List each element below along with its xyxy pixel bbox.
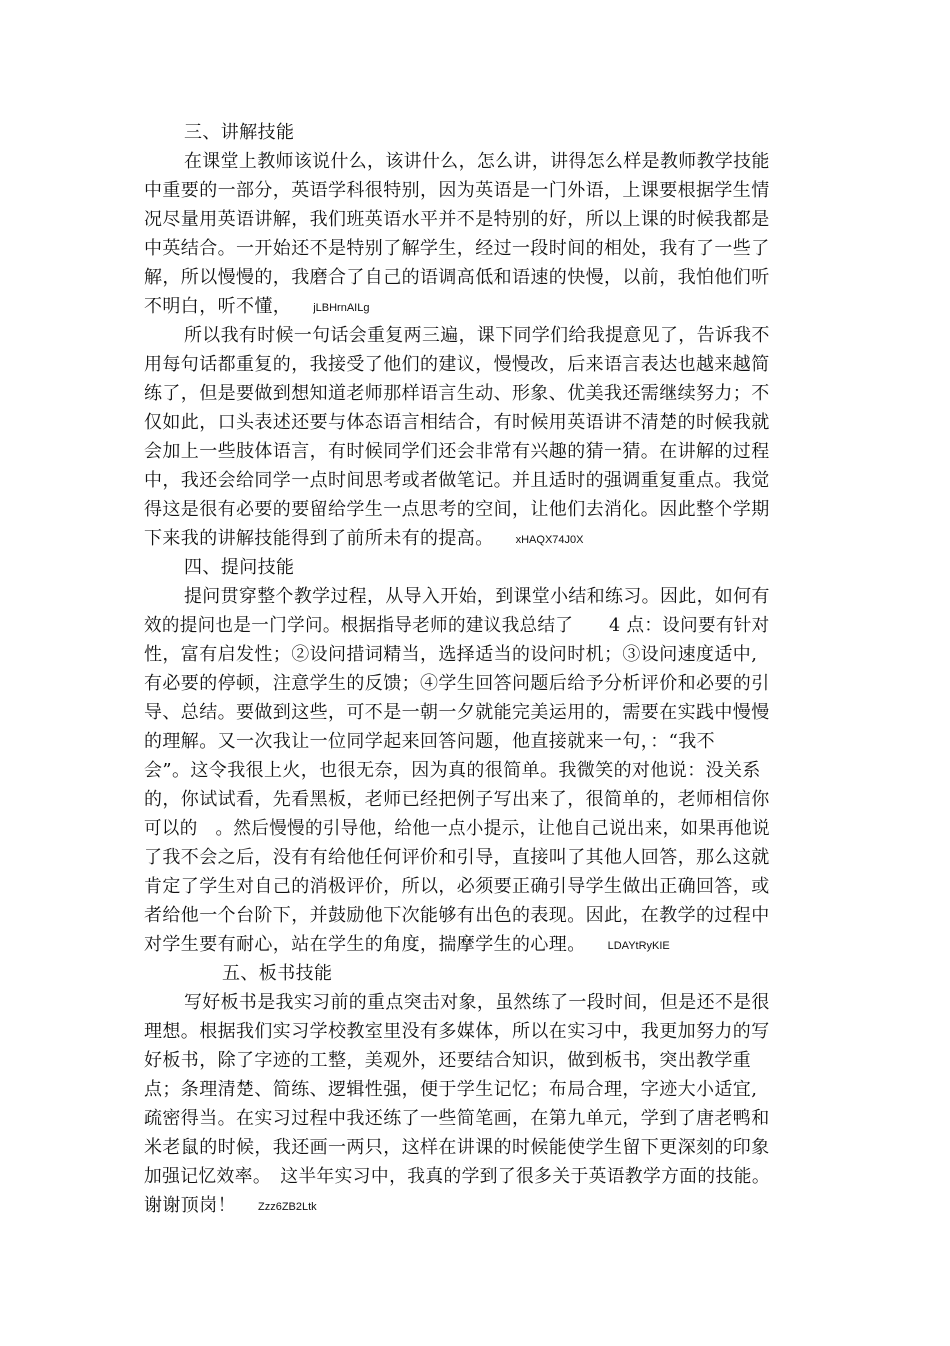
code-marker: Zzz6ZB2Ltk <box>258 1201 317 1213</box>
paragraph-line: 加强记忆效率。 这半年实习中，我真的学到了很多关于英语教学方面的技能。 <box>144 1166 770 1187</box>
paragraph-line: 的理解。又一次我让一位同学起来回答问题，他直接就来一句，：“我不 <box>144 731 715 752</box>
paragraph-line: 者给他一个台阶下，并鼓励他下次能够有出色的表现。因此，在教学的过程中 <box>144 905 770 926</box>
code-marker: xHAQX74J0X <box>515 534 584 546</box>
paragraph-line: 性，富有启发性；②设问措词精当，选择适当的设问时机；③设问速度适中, <box>144 644 758 665</box>
paragraph-text: 不明白，听不懂， <box>144 296 292 317</box>
section-heading-questioning: 四、提问技能 <box>184 557 295 578</box>
paragraph-line: 肯定了学生对自己的消极评价，所以，必须要正确引导学生做出正确回答，或 <box>144 876 770 897</box>
paragraph-line: 理想。根据我们实习学校教室里没有多媒体，所以在实习中，我更加努力的写 <box>144 1021 770 1042</box>
code-marker: LDAYtRyKIE <box>607 940 670 952</box>
paragraph-line: 用每句话都重复的，我接受了他们的建议，慢慢改，后来语言表达也越来越简 <box>144 354 770 375</box>
paragraph-line: 效的提问也是一门学问。根据指导老师的建议我总结了 4 点：设问要有针对 <box>144 615 770 636</box>
paragraph-line: 米老鼠的时候，我还画一两只，这样在讲课的时候能使学生留下更深刻的印象 <box>144 1137 770 1158</box>
paragraph-line: 疏密得当。在实习过程中我还练了一些简笔画，在第九单元，学到了唐老鸭和 <box>144 1108 770 1129</box>
paragraph-text: 下来我的讲解技能得到了前所未有的提高。 <box>144 528 494 549</box>
paragraph-line: 在课堂上教师该说什么，该讲什么，怎么讲，讲得怎么样是教师教学技能 <box>184 151 770 172</box>
paragraph-line: 得这是很有必要的要留给学生一点思考的空间，让他们去消化。因此整个学期 <box>144 499 770 520</box>
paragraph-line <box>144 292 369 321</box>
paragraph-line: 中英结合。一开始还不是特别了解学生，经过一段时间的相处，我有了一些了 <box>144 238 770 259</box>
paragraph-line: 解，所以慢慢的，我磨合了自己的语调高低和语速的快慢，以前，我怕他们听 <box>144 267 770 288</box>
section-heading-explaining: 三、讲解技能 <box>184 122 295 143</box>
paragraph-line: 的，你试试看，先看黑板，老师已经把例子写出来了，很简单的，老师相信你 <box>144 789 770 810</box>
paragraph-line: 练了，但是要做到想知道老师那样语言生动、形象、优美我还需继续努力；不 <box>144 383 770 404</box>
paragraph-line: 可以的 。然后慢慢的引导他，给他一点小提示，让他自己说出来，如果再他说 <box>144 818 770 839</box>
section-heading-blackboard: 五、板书技能 <box>222 963 333 984</box>
paragraph-line <box>144 1191 317 1220</box>
paragraph-line: 况尽量用英语讲解，我们班英语水平并不是特别的好，所以上课的时候我都是 <box>144 209 770 230</box>
paragraph-text: 对学生要有耐心，站在学生的角度，揣摩学生的心理。 <box>144 934 586 955</box>
paragraph-line: 导、总结。要做到这些，可不是一朝一夕就能完美运用的，需要在实践中慢慢 <box>144 702 770 723</box>
paragraph-line: 点；条理清楚、简练、逻辑性强，便于学生记忆；布局合理，字迹大小适宜, <box>144 1079 758 1100</box>
paragraph-text: 谢谢顶岗！ <box>144 1195 236 1216</box>
paragraph-line: 所以我有时候一句话会重复两三遍，课下同学们给我提意见了，告诉我不 <box>184 325 770 346</box>
paragraph-line: 提问贯穿整个教学过程，从导入开始，到课堂小结和练习。因此，如何有 <box>184 586 770 607</box>
paragraph-line <box>144 930 670 959</box>
code-marker: jLBHrnAILg <box>313 302 370 314</box>
paragraph-line <box>144 524 583 553</box>
paragraph-line: 有必要的停顿，注意学生的反馈；④学生回答问题后给予分析评价和必要的引 <box>144 673 770 694</box>
paragraph-line: 好板书，除了字迹的工整，美观外，还要结合知识，做到板书，突出教学重 <box>144 1050 752 1071</box>
paragraph-line: 中，我还会给同学一点时间思考或者做笔记。并且适时的强调重复重点。我觉 <box>144 470 770 491</box>
paragraph-line: 会”。这令我很上火，也很无奈，因为真的很简单。我微笑的对他说：没关系 <box>144 760 761 781</box>
paragraph-line: 写好板书是我实习前的重点突击对象，虽然练了一段时间，但是还不是很 <box>184 992 770 1013</box>
paragraph-line: 仅如此，口头表述还要与体态语言相结合，有时候用英语讲不清楚的时候我就 <box>144 412 770 433</box>
paragraph-line: 会加上一些肢体语言，有时候同学们还会非常有兴趣的猜一猜。在讲解的过程 <box>144 441 770 462</box>
paragraph-line: 中重要的一部分，英语学科很特别，因为英语是一门外语，上课要根据学生情 <box>144 180 770 201</box>
paragraph-line: 了我不会之后，没有有给他任何评价和引导，直接叫了其他人回答，那么这就 <box>144 847 770 868</box>
